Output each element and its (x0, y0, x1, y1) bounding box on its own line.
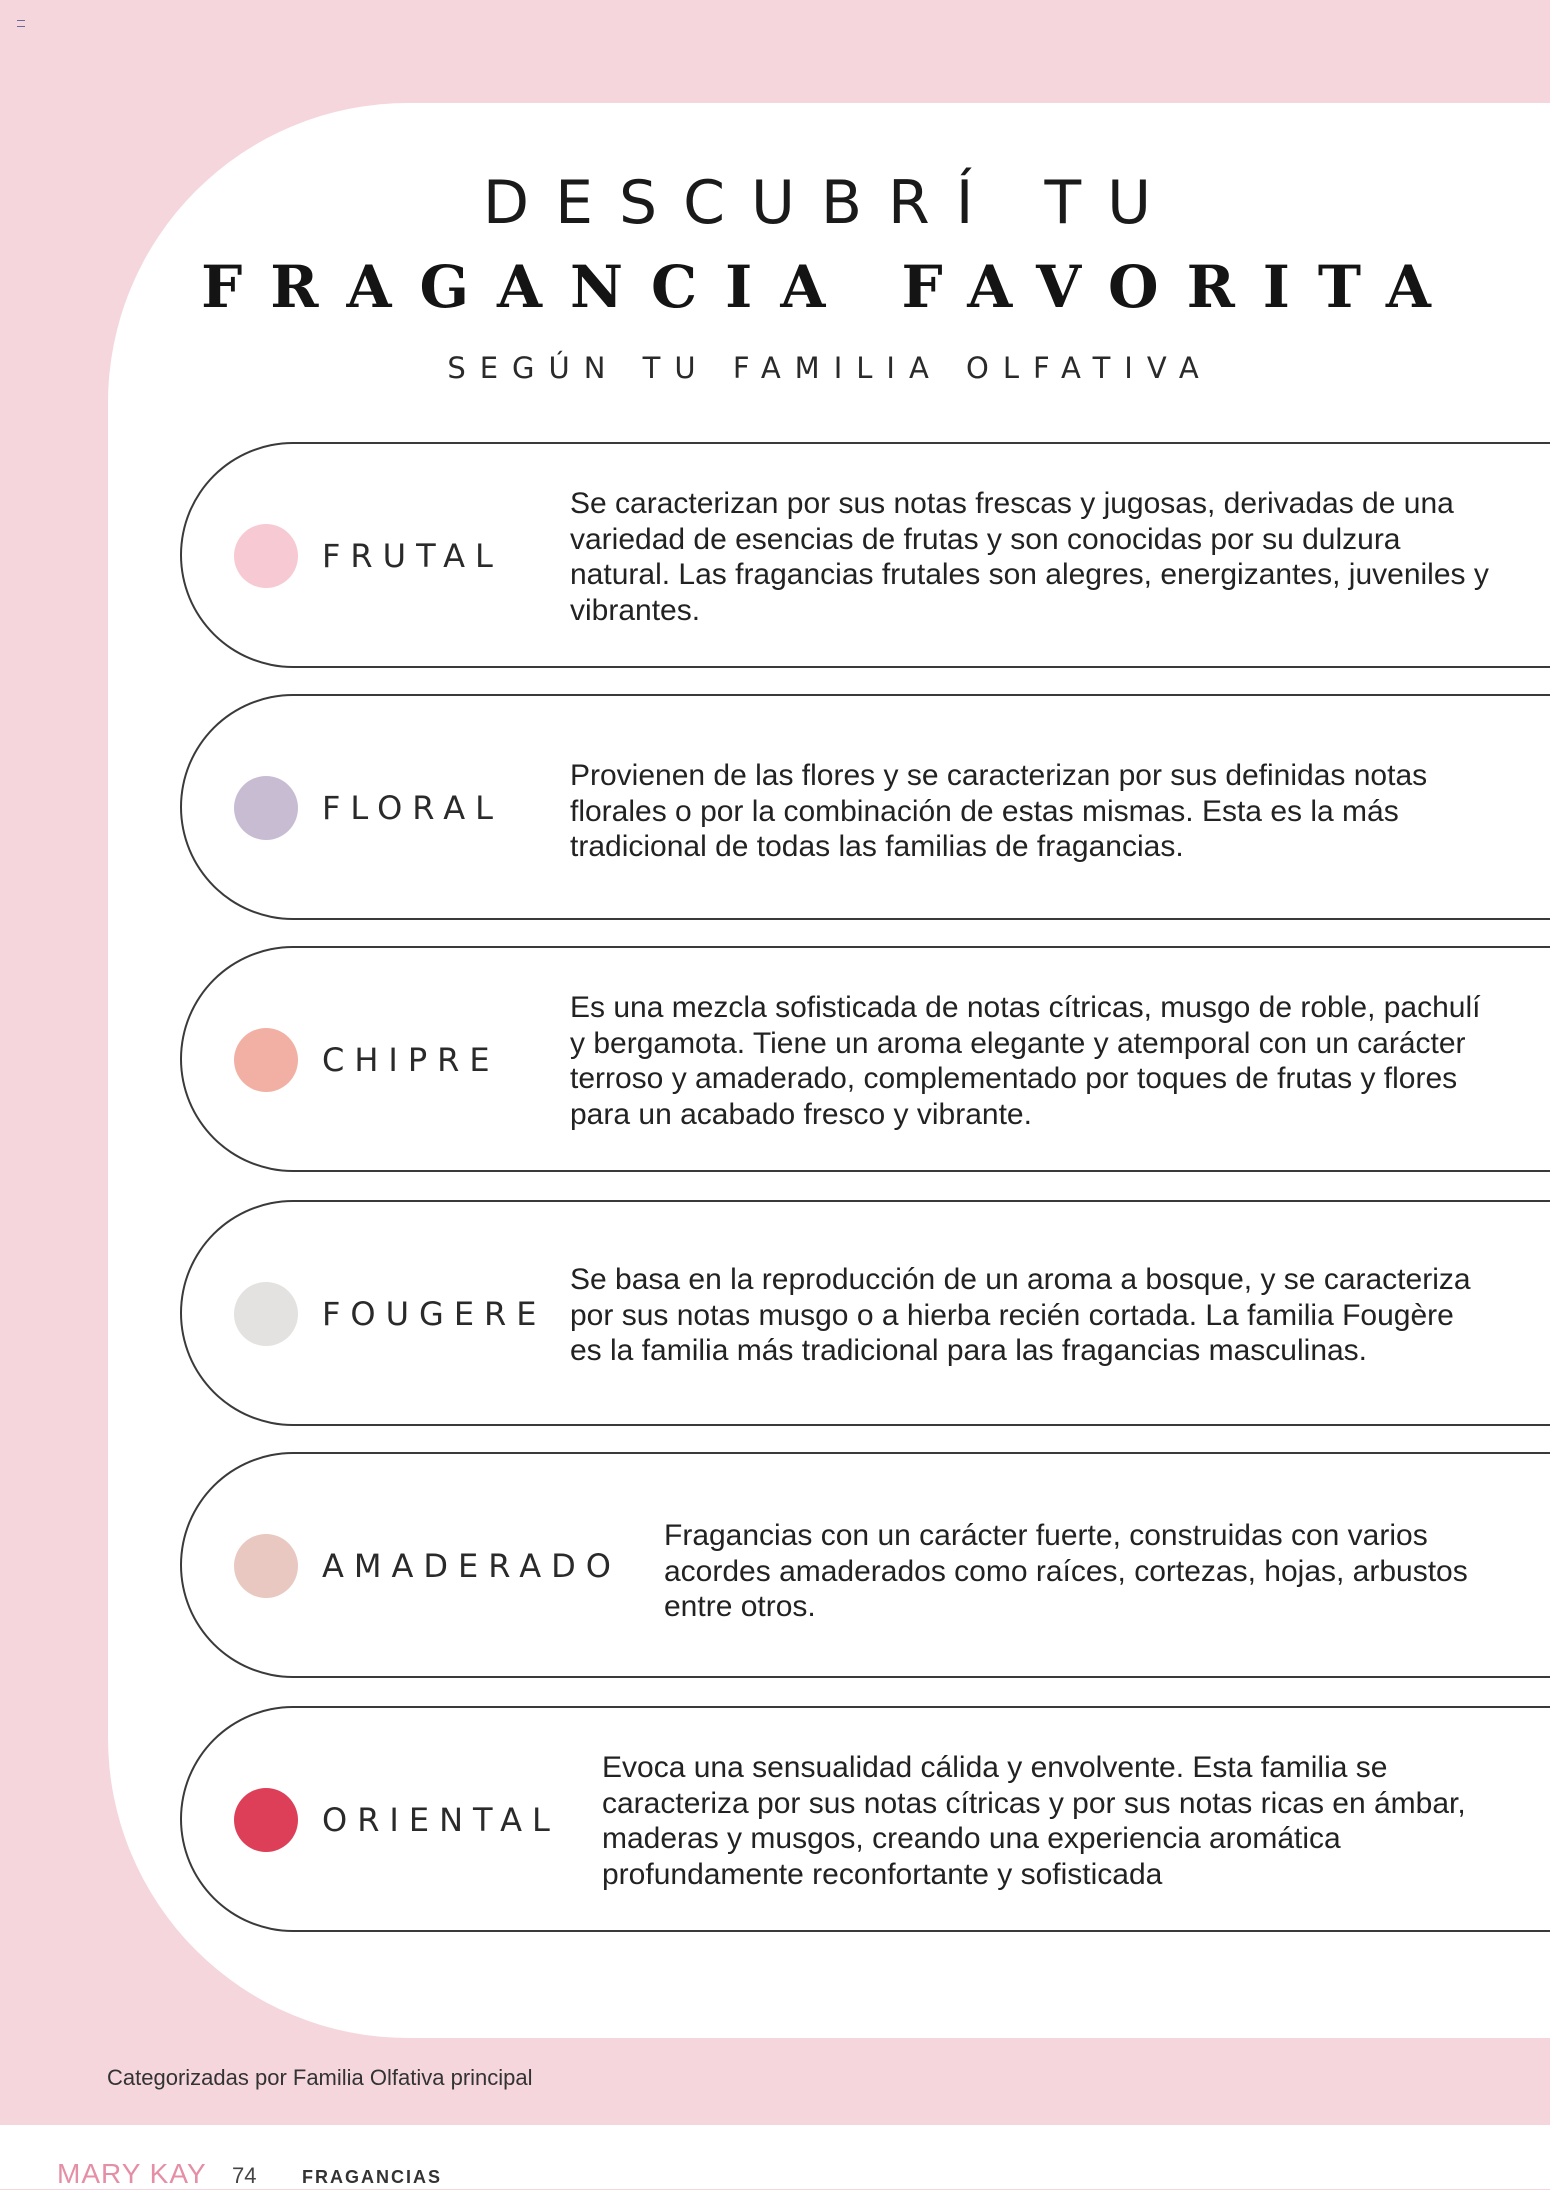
color-dot (234, 776, 298, 840)
page-title-line1: DESCUBRÍ TU (482, 168, 1178, 238)
page-title-line2: FRAGANCIA FAVORITA (201, 253, 1459, 321)
family-name: ORIENTAL (322, 1801, 560, 1839)
section-label: FRAGANCIAS (302, 2167, 442, 2187)
family-name: FRUTAL (322, 537, 503, 575)
color-dot (234, 524, 298, 588)
color-dot (234, 1788, 298, 1852)
menu-icon[interactable] (17, 20, 25, 27)
family-card-amaderado (180, 1452, 1550, 1678)
family-description: Fragancias con un carácter fuerte, construidas con varios acordes amaderados como raíces, cortezas, hojas, arbustos entre otros. (664, 1519, 1468, 1623)
family-name: AMADERADO (322, 1547, 621, 1585)
family-description: Provienen de las flores y se caracterizan por sus definidas notas florales o por la combinación de estas mismas. Esta es la más tradicional de todas las familias de fragancias. (570, 759, 1428, 863)
family-name: CHIPRE (322, 1041, 500, 1079)
family-card-chipre (180, 946, 1550, 1172)
color-dot (234, 1282, 298, 1346)
family-description: Evoca una sensualidad cálida y envolvente. Esta familia se caracteriza por sus notas cítricas y por sus notas ricas en ámbar, maderas y musgos, creando una experiencia aromática profundamente reconfortante y sofisticada (602, 1751, 1466, 1891)
family-card-floral (180, 694, 1550, 920)
family-description: Se caracterizan por sus notas frescas y jugosas, derivadas de una variedad de esencias de frutas y son conocidas por su dulzura natural. Las fragancias frutales son alegres, energizantes, juveniles y vibrantes. (570, 487, 1489, 627)
family-name: FLORAL (322, 789, 503, 827)
color-dot (234, 1028, 298, 1092)
family-card-frutal (180, 442, 1550, 668)
brand-logo: MARY KAY (57, 2158, 207, 2189)
family-card-oriental (180, 1706, 1550, 1932)
family-description: Se basa en la reproducción de un aroma a bosque, y se caracteriza por sus notas musgo o a hierba recién cortada. La familia Fougère es la familia más tradicional para las fragancias masculinas. (570, 1263, 1471, 1367)
family-name: FOUGERE (322, 1295, 547, 1333)
family-description: Es una mezcla sofisticada de notas cítricas, musgo de roble, pachulí y bergamota. Tiene un aroma elegante y atemporal con un carácter terroso y amaderado, complementado por toques de frutas y flores para un acabado fresco y vibrante. (570, 991, 1481, 1131)
page-subtitle: SEGÚN TU FAMILIA OLFATIVA (447, 351, 1213, 385)
color-dot (234, 1534, 298, 1598)
footnote: Categorizadas por Familia Olfativa principal (107, 2065, 533, 2090)
page-number: 74 (232, 2163, 257, 2188)
family-card-fougere (180, 1200, 1550, 1426)
